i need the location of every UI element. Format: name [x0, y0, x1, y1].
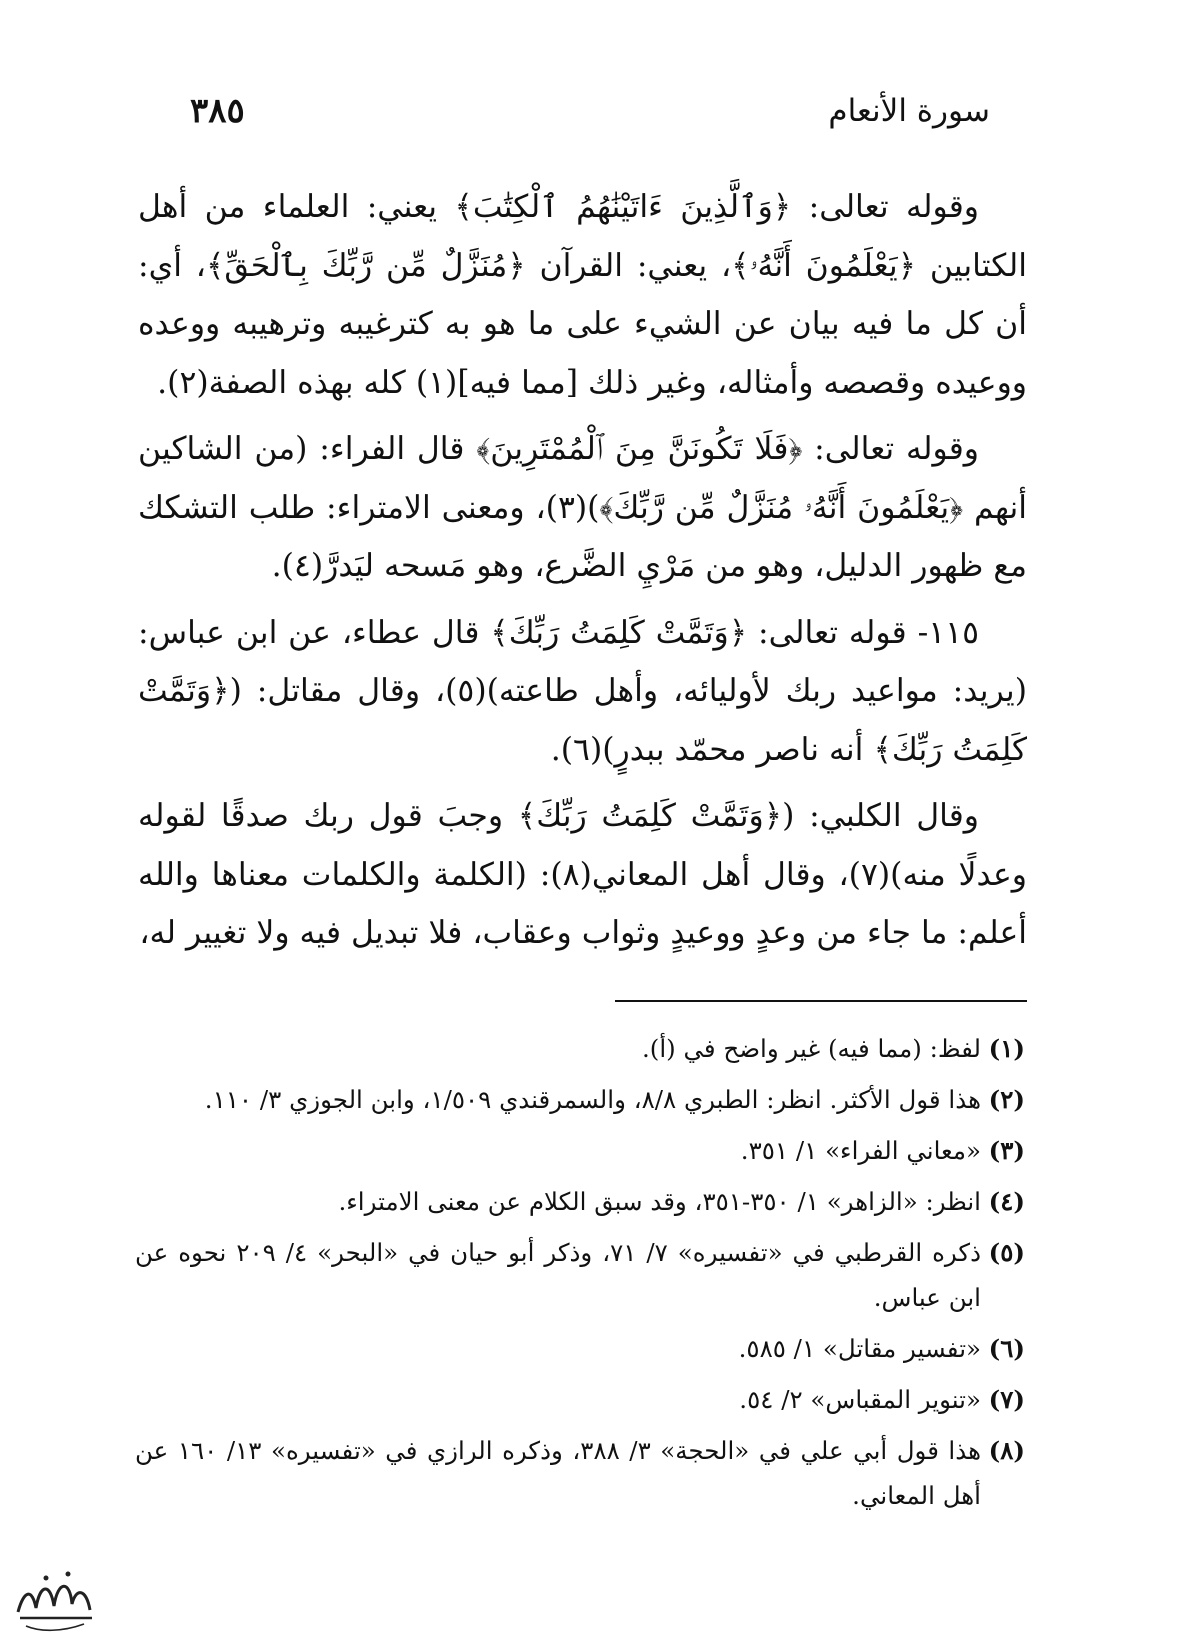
footnote-item	[135, 1377, 1025, 1422]
footnote-number: (٧)	[988, 1385, 1025, 1414]
page-header	[190, 86, 990, 136]
footnote-item	[135, 1326, 1025, 1371]
footnote-text: هذا قول الأكثر. انظر: الطبري ٨/٨، والسمرقندي ١/٥٠٩، وابن الجوزي ٣/ ١١٠.	[204, 1085, 981, 1114]
footnote-number: (٣)	[988, 1136, 1025, 1165]
footnote-divider	[615, 1000, 1027, 1002]
footnote-text: «تنوير المقباس» ٢/ ٥٤.	[739, 1385, 981, 1414]
footnote-text: انظر: «الزاهر» ١/ ٣٥٠-٣٥١، وقد سبق الكلام عن معنى الامتراء.	[338, 1187, 981, 1216]
paragraph: وقال الكلبي: (﴿وَتَمَّتْ كَلِمَتُ رَبِّكَ﴾ وجبَ قول ربك صدقًا لقوله وعدلًا منه)(٧)، وقال أهل المعاني(٨): (الكلمة والكلمات معناها والله أعلم: ما جاء من وعدٍ ووعيدٍ وثواب وعقاب، فلا تبديل فيه ولا تغيير له،	[138, 798, 1027, 951]
main-text	[138, 178, 1027, 971]
footnote-text: لفظ: (مما فيه) غير واضح في (أ).	[641, 1034, 981, 1063]
footnote-item	[135, 1128, 1025, 1173]
footnote-text: ذكره القرطبي في «تفسيره» ٧/ ٧١، وذكر أبو حيان في «البحر» ٤/ ٢٠٩ نحوه عن ابن عباس.	[135, 1238, 982, 1312]
footnote-item	[135, 1026, 1025, 1071]
footnote-item	[135, 1179, 1025, 1224]
page-number: ٣٨٥	[190, 91, 245, 131]
footnote-number: (٦)	[988, 1334, 1025, 1363]
footnote-text: «تفسير مقاتل» ١/ ٥٨٥.	[738, 1334, 981, 1363]
footnote-item	[135, 1077, 1025, 1122]
footnote-number: (٤)	[988, 1187, 1025, 1216]
footnote-number: (٥)	[988, 1238, 1025, 1267]
paragraph: وقوله تعالى: ﴿فَلَا تَكُونَنَّ مِنَ ٱلْمُمْتَرِينَ﴾ قال الفراء: (من الشاكين أنهم ﴿يَعْلَمُونَ أَنَّهُۥ مُنَزَّلٌ مِّن رَّبِّكَ﴾)(٣)، ومعنى الامتراء: طلب التشكك مع ظهور الدليل، وهو من مَرْيِ الضَّرع، وهو مَسحه ليَدرَّ(٤).	[138, 431, 1028, 584]
paragraph: ١١٥- قوله تعالى: ﴿وَتَمَّتْ كَلِمَتُ رَبِّكَ﴾ قال عطاء، عن ابن عباس: (يريد: مواعيد ربك لأوليائه، وأهل طاعته)(٥)، وقال مقاتل: (﴿وَتَمَّتْ كَلِمَتُ رَبِّكَ﴾ أنه ناصر محمّد ببدرٍ)(٦).	[138, 614, 1027, 768]
footnote-item	[135, 1230, 1025, 1320]
footnote-number: (٨)	[988, 1436, 1025, 1465]
footnote-text: هذا قول أبي علي في «الحجة» ٣/ ٣٨٨، وذكره الرازي في «تفسيره» ١٣/ ١٦٠ عن أهل المعاني.	[135, 1436, 982, 1510]
paragraph: وقوله تعالى: ﴿وَٱلَّذِينَ ءَاتَيْنَٰهُمُ ٱلْكِتَٰبَ﴾ يعني: العلماء من أهل الكتابين ﴿يَعْلَمُونَ أَنَّهُۥ﴾، يعني: القرآن ﴿مُنَزَّلٌ مِّن رَّبِّكَ بِٱلْحَقِّ﴾، أي: أن كل ما فيه بيان عن الشيء على ما هو به كترغيبه وترهيبه ووعده ووعيده وقصصه وأمثاله، وغير ذلك [مما فيه](١) كله بهذه الصفة(٢).	[138, 189, 1027, 401]
footnote-number: (٢)	[988, 1085, 1025, 1114]
footnote-number: (١)	[988, 1034, 1025, 1063]
footnote-text: «معاني الفراء» ١/ ٣٥١.	[740, 1136, 981, 1165]
surah-title: سورة الأنعام	[828, 93, 990, 129]
publisher-logo-icon	[10, 1560, 100, 1640]
footnotes	[135, 1026, 1025, 1524]
footnote-item	[135, 1428, 1025, 1518]
